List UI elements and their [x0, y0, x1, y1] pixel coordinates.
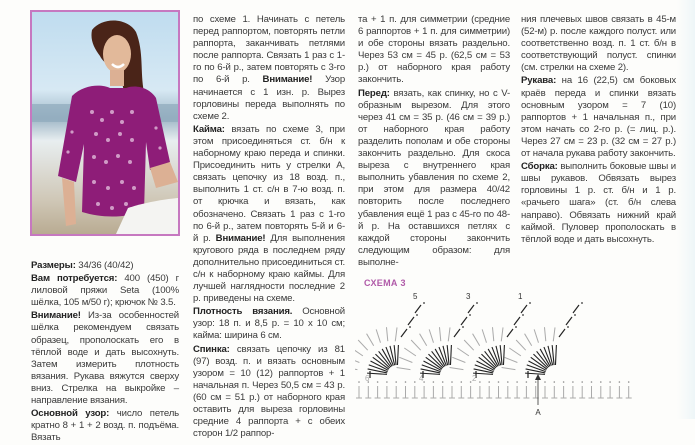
outer-stitch	[439, 327, 440, 341]
chain-dot	[529, 302, 531, 304]
chain-dot	[451, 381, 453, 383]
photo-illustration	[32, 12, 178, 234]
attention-label-3: Внимание!	[215, 232, 266, 244]
diagonal-stitch	[401, 329, 407, 337]
chain-dot	[507, 381, 509, 383]
outer-stitch	[395, 327, 397, 341]
chain-dot	[488, 381, 490, 383]
materials-paragraph	[31, 273, 179, 309]
chain-dot	[581, 302, 583, 304]
chain-dot	[423, 381, 425, 383]
chain-dot	[563, 381, 565, 383]
chain-dot	[377, 381, 379, 383]
back-paragraph	[193, 344, 345, 441]
outer-stitch	[516, 340, 526, 350]
chain-dot	[544, 381, 546, 383]
fan-stitch	[503, 345, 504, 365]
density-text: Основной узор: 18 п. и 8,5 р. = 10 х 10 см; кайма: ширина 6 см.	[193, 306, 345, 342]
row-number-label: 4	[419, 374, 424, 383]
diagonal-stitch	[507, 329, 513, 337]
row-number-label: 6	[365, 374, 370, 383]
diagonal-stitch	[566, 317, 572, 325]
shoulder-paragraph	[521, 14, 676, 74]
outer-stitch	[397, 367, 411, 369]
outer-stitch	[358, 340, 368, 350]
border-label: Кайма:	[193, 123, 225, 135]
row-number-label: 3	[466, 292, 471, 301]
chain-dot	[591, 381, 593, 383]
outer-stitch	[399, 357, 412, 362]
outer-stitch	[355, 357, 359, 362]
diagonal-stitch	[573, 305, 579, 313]
chain-dot	[515, 326, 517, 328]
back-label: Спинка:	[193, 343, 230, 355]
outer-stitch	[544, 327, 545, 341]
front-paragraph	[358, 88, 510, 269]
diagonal-stitch	[468, 305, 474, 313]
outer-stitch	[429, 329, 433, 342]
diagonal-stitch	[514, 317, 520, 325]
row-number-label: 1	[518, 292, 523, 301]
fan-stitch	[555, 345, 556, 365]
scheme-title: СХЕМА 3	[364, 278, 406, 288]
column-2	[193, 14, 345, 441]
attention-label: Внимание!	[31, 310, 81, 322]
outer-stitch	[534, 329, 538, 342]
fan-stitch	[394, 345, 396, 365]
assembly-text: выполнить боковые швы и швы рукавов. Обвязать вырез горловины 1 р. ст. б/н и 1 р. «рачьего шага» (ст. б/н слева направо). Обвязать нижний край каймой. Пуловер прополоскать в тёплой воде и дать высохнуть.	[521, 161, 676, 245]
sleeves-paragraph	[521, 75, 676, 160]
outer-stitch	[482, 329, 486, 342]
chain-dot	[416, 314, 418, 316]
scan-edge	[677, 0, 695, 419]
column-3	[358, 14, 510, 270]
chain-dot	[433, 381, 435, 383]
diagonal-stitch	[521, 305, 527, 313]
outer-stitch	[450, 367, 464, 369]
attention-label-2: Внимание!	[262, 74, 313, 86]
chain-dot	[567, 326, 569, 328]
chain-dot	[358, 381, 360, 383]
chain-dot	[554, 381, 556, 383]
pattern-continued-text: по схеме 1. Начинать с петель перед раппортом, повторять петли раппорта, заканчивать петлями после раппорта. Связать 1 раз с 1-го по 6-й р., затем повторять с 3-го по 6-й р.	[193, 14, 345, 86]
chain-dot	[498, 381, 500, 383]
front-text: вязать, как спинку, но с V-образным вырезом. Для этого через 41 см = 35 р. (46 см = 39 р.) от наборного края работу разделить пополам и обе стороны закончить раздельно. Для скоса выреза с внутреннего края выполнить убавления по схеме 2, при этом для размера 40/42 повторить после последнего убавления ещё 1 раз с 45-го по 48-й р. На оставшихся петлях с каждой стороны закончить следующим образом: для выполне-	[358, 87, 510, 268]
chain-dot	[581, 381, 583, 383]
sizes-text: 34/36 (40/42)	[75, 260, 134, 271]
border-paragraph	[193, 124, 345, 305]
outer-stitch	[502, 367, 516, 369]
diagonal-stitch	[559, 329, 565, 337]
back-continued-text: та + 1 п. для симметрии (средние 6 раппортов + 1 п. для симметрии) и обе стороны вязать раздельно. Через 53 см = 45 р. (62,5 см = 53 р.) от наборного края работу закончить.	[358, 14, 510, 86]
attention-text: Из-за особенностей шёлка рекомендуем связать образец, прополоскать его в тёплой воде и дать высохнуть. Затем измерить плотность вязания. Рукава вяжутся сверху вниз. Стрелка на выкройке – направление вязания.	[31, 310, 179, 407]
chain-dot	[535, 381, 537, 383]
column-4	[521, 14, 676, 247]
border-note-text: Для выполнения кругового ряда в последнем ряду дополнительно присоединиться ст. с/н к наборному краю каймы. Для лучшей наглядности последние 2 р. приведены на схеме.	[193, 232, 345, 305]
fan-motifs	[355, 302, 583, 378]
sizes-paragraph	[31, 260, 179, 272]
outer-stitch	[452, 357, 465, 362]
chain-dot	[414, 381, 416, 383]
outer-stitch	[411, 340, 421, 350]
shoulder-text: ния плечевых швов связать в 45-м (52-м) р. после каждого полуст. или соответственно возд. п. 1 ст. б/н в соответствующий полуст. спинки (см. стрелки на схеме 2).	[521, 14, 676, 74]
chain-dot	[476, 302, 478, 304]
chain-dot	[572, 381, 574, 383]
chain-dot	[516, 381, 518, 383]
front-label: Перед:	[358, 87, 390, 99]
outer-stitch	[473, 334, 480, 346]
outer-stitch	[457, 348, 469, 356]
sleeves-label: Рукава:	[521, 75, 557, 87]
diagonal-stitch	[408, 317, 414, 325]
diagonal-stitch	[454, 329, 460, 337]
outer-stitch	[404, 348, 416, 356]
column-1	[31, 260, 179, 445]
outer-stitch	[464, 340, 474, 350]
diagonal-stitch	[415, 305, 421, 313]
outer-stitch	[553, 327, 555, 341]
assembly-paragraph	[521, 161, 676, 246]
arrow-up-icon	[535, 374, 541, 380]
chain-dot	[395, 381, 397, 383]
chain-dot	[609, 381, 611, 383]
chain-dot	[479, 381, 481, 383]
outer-stitch	[420, 334, 427, 346]
chain-dot	[522, 314, 524, 316]
chain-dot	[405, 381, 407, 383]
chain-dot	[442, 381, 444, 383]
assembly-label: Сборка:	[521, 161, 558, 173]
diagonal-stitch	[461, 317, 467, 325]
chain-dot	[600, 381, 602, 383]
materials-text: 400 (450) г лиловой пряжи Seta (100% шёлка, 105 м/50 г); крючок № 3.5.	[31, 273, 179, 309]
sleeves-text: на 16 (22,5) см боковых краёв переда и спинки вязать основным узором = 7 (10) раппортов + 1 начальная п., при этом начать со 2-го р. (= лиц. р.). Через 27 см = 23 р. (32 см = 27 р.) от начала рукава работу закончить.	[521, 75, 676, 160]
outer-stitch	[492, 327, 493, 341]
main-pattern-label: Основной узор:	[31, 408, 110, 420]
fan-stitch	[447, 345, 449, 365]
foundation-row	[356, 381, 632, 398]
model-photo	[30, 10, 180, 236]
density-label: Плотность вязания.	[193, 306, 293, 318]
outer-stitch	[501, 327, 503, 341]
chain-dot	[461, 381, 463, 383]
outer-stitch	[504, 357, 517, 362]
arrow-label-a: A	[535, 408, 541, 417]
outer-stitch	[355, 367, 357, 369]
row-number-label: 5	[413, 292, 418, 301]
outer-stitch	[448, 327, 450, 341]
back-continued-paragraph	[358, 14, 510, 87]
chain-dot	[469, 314, 471, 316]
main-pattern-text: число петель кратно 8 + 1 + 2 возд. п. подъёма. Вязать	[31, 408, 179, 444]
outer-stitch	[386, 327, 387, 341]
materials-label: Вам потребуется:	[31, 273, 118, 285]
main-pattern-paragraph	[31, 408, 179, 444]
pattern-continued-paragraph	[193, 14, 345, 123]
chain-dot	[574, 314, 576, 316]
outer-stitch	[509, 348, 521, 356]
chain-dot	[462, 326, 464, 328]
chain-dot	[423, 302, 425, 304]
outer-stitch	[376, 329, 380, 342]
outer-stitch	[525, 334, 532, 346]
attention-paragraph	[31, 310, 179, 407]
row-number-label: 2	[472, 374, 477, 383]
fan-stitch	[552, 345, 554, 365]
density-paragraph	[193, 306, 345, 342]
fan-stitch	[397, 345, 398, 365]
pattern-note-text: Узор начинается с 1 изн. р. Вырез горловины переда выполнять по схеме 2.	[193, 74, 345, 122]
sizes-label: Размеры:	[31, 260, 76, 271]
border-text: вязать по схеме 3, при этом присоединяться ст. б/н к наборному краю переда и спинки. Присоединить нить у стрелки А, связать цепочку из 18 возд. п., выполнить 1 ст. с/н в 7-ю возд. п. от крючка и вязать, как обозначено. Связать 1 раз с 1-го по 6-й р., затем повторять 5-й и 6-й р.	[193, 123, 345, 244]
crochet-diagram	[355, 285, 655, 419]
chain-dot	[619, 381, 621, 383]
fan-stitch	[500, 345, 502, 365]
outer-stitch	[367, 334, 374, 346]
chain-dot	[628, 381, 630, 383]
back-text: связать цепочку из 81 (97) возд. п. и вязать основным узором = 10 (12) раппортов + 1 начальная п. Через 50,5 см = 43 р. (60 см = 51 р.) от наборного края оставить для выреза горловины средние 4 раппорта + с обеих сторон 1/2 раппор-	[193, 343, 345, 440]
chain-dot	[386, 381, 388, 383]
fan-stitch	[450, 345, 451, 365]
outer-stitch	[355, 348, 363, 356]
chain-dot	[409, 326, 411, 328]
chain-dot	[526, 381, 528, 383]
